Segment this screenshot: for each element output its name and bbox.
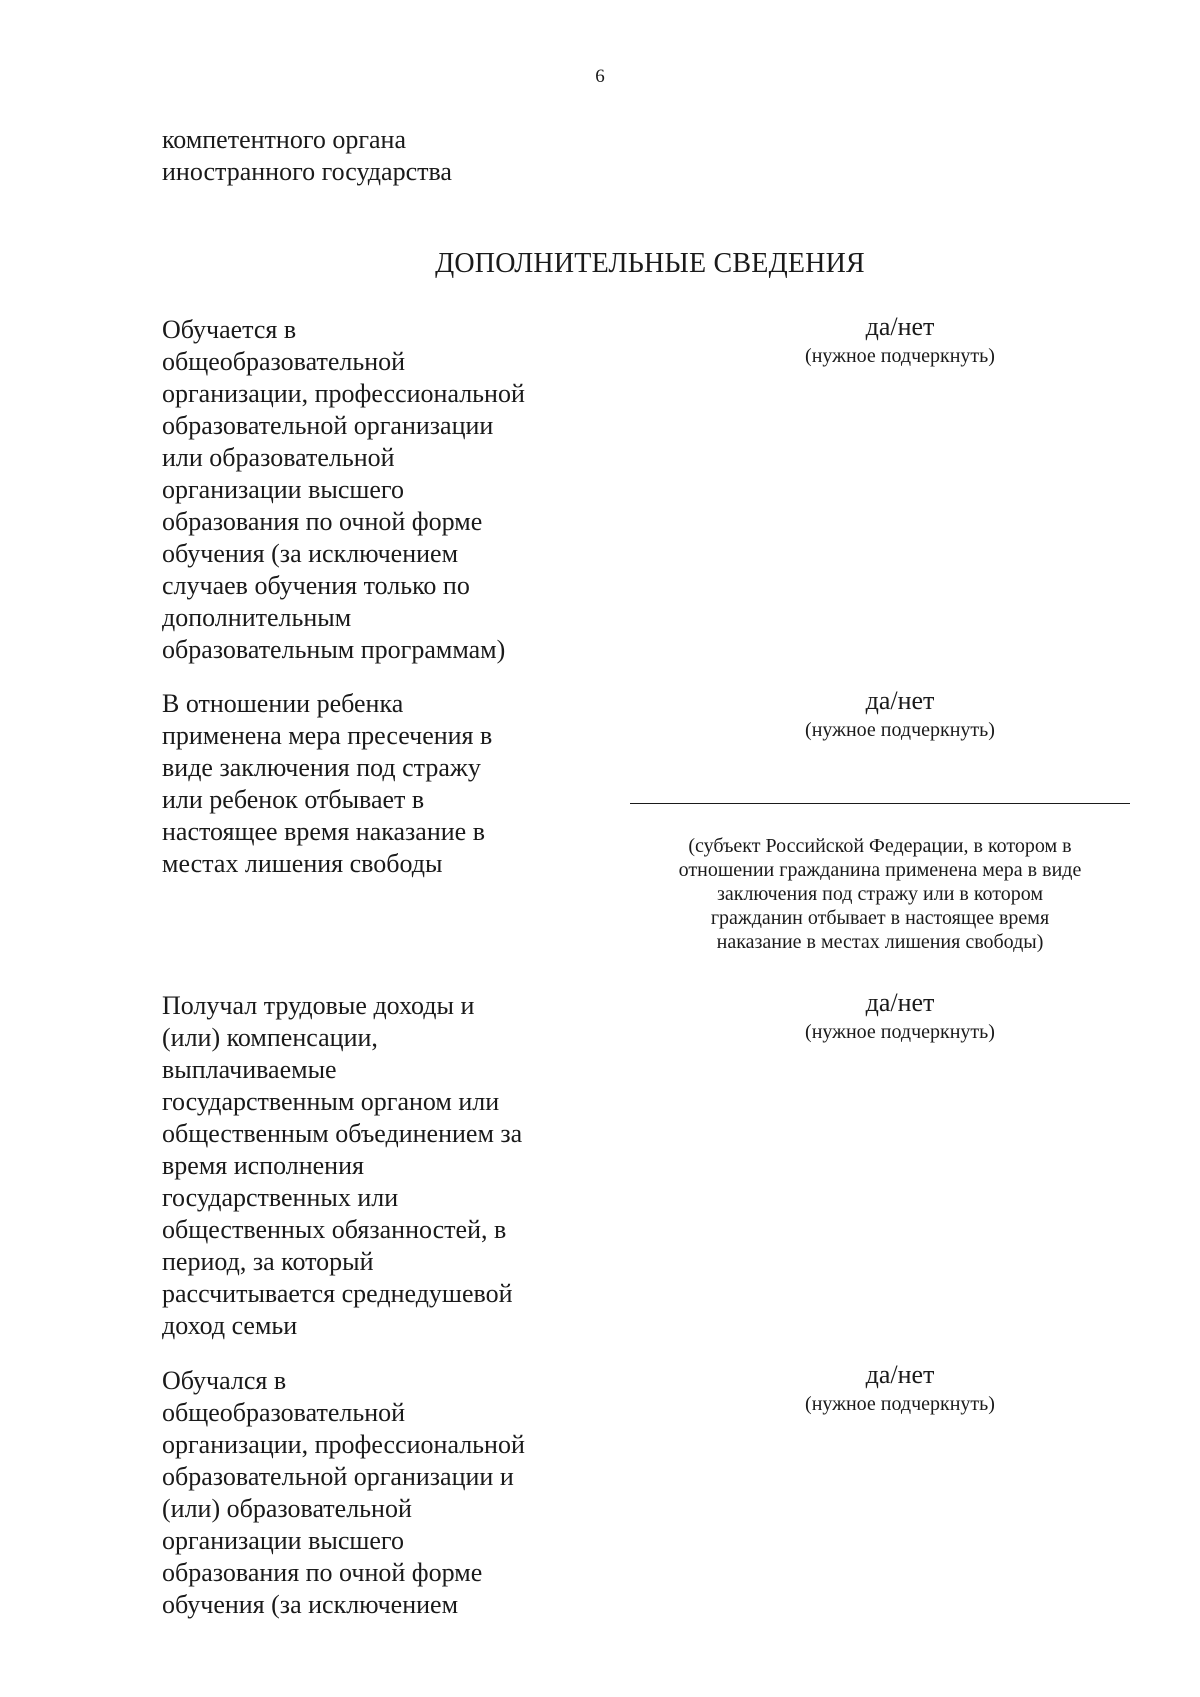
question-text-studying: Обучается в общеобразовательной организации, профессиональной образовательной организации или образовательной организации высшего образования по очной форме обучения (за исключением случаев обучения только по дополнительным образовательным программам) bbox=[162, 315, 525, 664]
section-title: ДОПОЛНИТЕЛЬНЫЕ СВЕДЕНИЯ bbox=[435, 248, 865, 279]
answer-hint: (нужное подчеркнуть) bbox=[805, 1393, 995, 1415]
answer-block-detention bbox=[730, 686, 1070, 744]
answer-hint: (нужное подчеркнуть) bbox=[805, 345, 995, 367]
question-text-income: Получал трудовые доходы и (или) компенсации, выплачиваемые государственным органом или общественным объединением за время исполнения государственных или общественных обязанностей, в период, за который рассчитывается среднедушевой доход семьи bbox=[162, 991, 523, 1340]
answer-value: да/нет bbox=[865, 1360, 935, 1389]
question-text-studied: Обучался в общеобразовательной организации, профессиональной образовательной организации и (или) образовательной организации высшего образования по очной форме обучения (за исключением bbox=[162, 1366, 525, 1619]
answer-hint: (нужное подчеркнуть) bbox=[805, 1021, 995, 1043]
intro-text: компетентного органа иностранного государства bbox=[162, 125, 452, 186]
page-number: 6 bbox=[595, 66, 605, 87]
question-text-detention: В отношении ребенка применена мера пресечения в виде заключения под стражу или ребенок отбывает в настоящее время наказание в местах лишения свободы bbox=[162, 689, 493, 878]
answer-value: да/нет bbox=[865, 988, 935, 1017]
answer-hint: (нужное подчеркнуть) bbox=[805, 719, 995, 741]
region-entry-line bbox=[630, 803, 1130, 804]
answer-value: да/нет bbox=[865, 312, 935, 341]
answer-block-studied bbox=[730, 1360, 1070, 1418]
region-line-caption: (субъект Российской Федерации, в котором в отношении гражданина применена мера в виде заключения под стражу или в котором гражданин отбывает в настоящее время наказание в местах лишения свободы) bbox=[678, 835, 1082, 953]
answer-block-income bbox=[730, 988, 1070, 1046]
answer-block-studying bbox=[730, 312, 1070, 370]
answer-value: да/нет bbox=[865, 686, 935, 715]
